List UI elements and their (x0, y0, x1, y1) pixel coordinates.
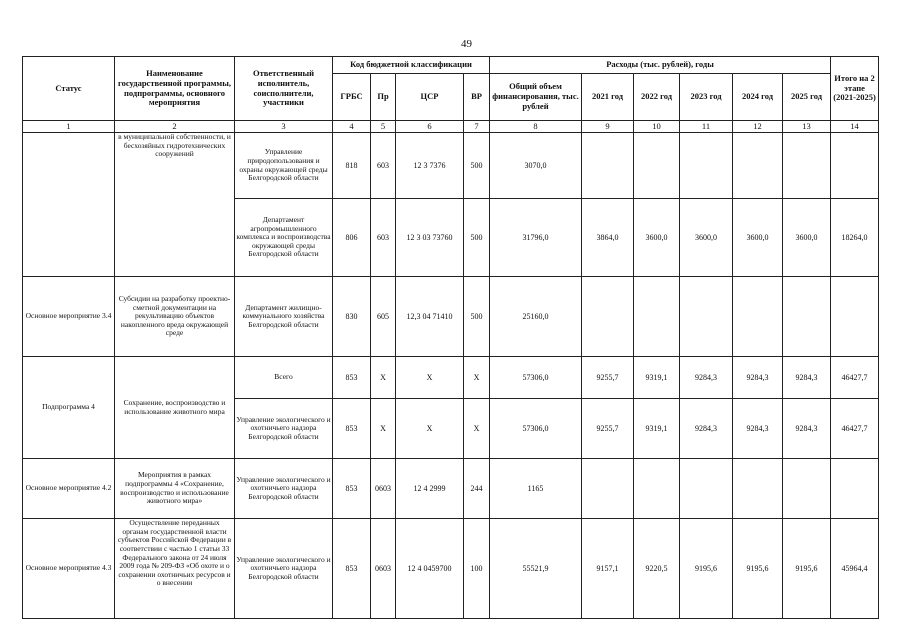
vr-cell: 100 (464, 519, 490, 619)
header-total-volume: Общий объем финансирования, тыс. рублей (490, 74, 582, 121)
header-2023: 2023 год (680, 74, 733, 121)
y2022-cell: 9220,5 (634, 519, 680, 619)
col-number: 10 (634, 121, 680, 133)
y2023-cell: 3600,0 (680, 199, 733, 277)
executor-cell: Управление экологического и охотничьего надзора Белгородской области (235, 399, 333, 459)
y2023-cell: 9284,3 (680, 357, 733, 399)
col-number: 4 (333, 121, 371, 133)
pr-cell: 603 (371, 199, 396, 277)
table-row (23, 133, 879, 199)
sum-cell: 18264,0 (831, 199, 879, 277)
executor-cell: Управление экологического и охотничьего надзора Белгородской области (235, 519, 333, 619)
y2021-cell: 9255,7 (582, 357, 634, 399)
executor-cell: Управление природопользования и охраны окружающей среды Белгородской области (235, 133, 333, 199)
executor-cell: Всего (235, 357, 333, 399)
csr-cell: 12 4 0459700 (396, 519, 464, 619)
grbs-cell: 806 (333, 199, 371, 277)
csr-cell: 12,3 04 71410 (396, 277, 464, 357)
pr-cell: 0603 (371, 519, 396, 619)
pr-cell: 0603 (371, 459, 396, 519)
csr-cell: 12 3 7376 (396, 133, 464, 199)
col-number: 13 (783, 121, 831, 133)
header-grbs: ГРБС (333, 74, 371, 121)
csr-cell: 12 3 03 73760 (396, 199, 464, 277)
executor-cell: Управление экологического и охотничьего надзора Белгородской области (235, 459, 333, 519)
pr-cell: 605 (371, 277, 396, 357)
header-budget-code: Код бюджетной классификации (333, 57, 490, 74)
total-cell: 55521,9 (490, 519, 582, 619)
col-number: 12 (733, 121, 783, 133)
header-total: Итого на 2 этапе (2021-2025) (831, 57, 879, 121)
y2025-cell (783, 277, 831, 357)
sum-cell: 46427,7 (831, 399, 879, 459)
table-row (23, 277, 879, 357)
col-number: 7 (464, 121, 490, 133)
csr-cell: 12 4 2999 (396, 459, 464, 519)
grbs-cell: 818 (333, 133, 371, 199)
status-cell: Основное мероприятие 4.3 (23, 519, 115, 619)
y2022-cell: 9319,1 (634, 399, 680, 459)
sum-cell (831, 133, 879, 199)
sum-cell: 46427,7 (831, 357, 879, 399)
y2022-cell (634, 133, 680, 199)
vr-cell: 500 (464, 277, 490, 357)
header-pr: Пр (371, 74, 396, 121)
executor-cell: Департамент жилищно-коммунального хозяйства Белгородской области (235, 277, 333, 357)
total-cell: 3070,0 (490, 133, 582, 199)
vr-cell: 500 (464, 199, 490, 277)
header-2022: 2022 год (634, 74, 680, 121)
col-number: 8 (490, 121, 582, 133)
y2025-cell: 9284,3 (783, 399, 831, 459)
vr-cell: 244 (464, 459, 490, 519)
col-number: 5 (371, 121, 396, 133)
y2021-cell: 9157,1 (582, 519, 634, 619)
y2021-cell (582, 277, 634, 357)
table-row (23, 459, 879, 519)
y2023-cell: 9195,6 (680, 519, 733, 619)
budget-table (22, 56, 879, 619)
total-cell: 25160,0 (490, 277, 582, 357)
grbs-cell: 853 (333, 459, 371, 519)
vr-cell: 500 (464, 133, 490, 199)
name-cell: Мероприятия в рамках подпрограммы 4 «Сохранение, воспроизводство и использование животного мира» (115, 459, 235, 519)
header-2021: 2021 год (582, 74, 634, 121)
status-cell: Основное мероприятие 4.2 (23, 459, 115, 519)
pr-cell: 603 (371, 133, 396, 199)
y2021-cell (582, 459, 634, 519)
y2024-cell: 9284,3 (733, 399, 783, 459)
header-name: Наименование государственной программы, подпрограммы, основного мероприятия (115, 57, 235, 121)
header-status: Статус (23, 57, 115, 121)
status-cell (23, 133, 115, 277)
header-vr: ВР (464, 74, 490, 121)
y2023-cell: 9284,3 (680, 399, 733, 459)
grbs-cell: 853 (333, 357, 371, 399)
y2025-cell: 9284,3 (783, 357, 831, 399)
col-number: 14 (831, 121, 879, 133)
y2025-cell: 3600,0 (783, 199, 831, 277)
col-number: 2 (115, 121, 235, 133)
column-numbers-row (23, 121, 879, 133)
col-number: 6 (396, 121, 464, 133)
executor-cell: Департамент агропромышленного комплекса и воспроизводства окружающей среды Белгородской области (235, 199, 333, 277)
header-2024: 2024 год (733, 74, 783, 121)
table-row (23, 357, 879, 399)
name-cell: Осуществление переданных органам государственной власти субъектов Российской Федерации в соответствии с частью 1 статьи 33 Федерального закона от 24 июля 2009 года № 209-ФЗ «Об охоте и о сохранении охотничьих ресурсов и о внесении (115, 519, 235, 619)
grbs-cell: 853 (333, 399, 371, 459)
header-csr: ЦСР (396, 74, 464, 121)
y2024-cell: 3600,0 (733, 199, 783, 277)
status-cell: Подпрограмма 4 (23, 357, 115, 459)
total-cell: 31796,0 (490, 199, 582, 277)
pr-cell: X (371, 399, 396, 459)
col-number: 9 (582, 121, 634, 133)
grbs-cell: 853 (333, 519, 371, 619)
table-row (23, 519, 879, 619)
y2025-cell: 9195,6 (783, 519, 831, 619)
pr-cell: X (371, 357, 396, 399)
y2022-cell (634, 459, 680, 519)
grbs-cell: 830 (333, 277, 371, 357)
page-number: 49 (461, 38, 472, 50)
y2024-cell (733, 277, 783, 357)
y2023-cell (680, 277, 733, 357)
vr-cell: X (464, 399, 490, 459)
y2024-cell (733, 133, 783, 199)
csr-cell: X (396, 357, 464, 399)
col-number: 11 (680, 121, 733, 133)
col-number: 1 (23, 121, 115, 133)
y2021-cell: 3864,0 (582, 199, 634, 277)
name-cell: Субсидии на разработку проектно-сметной документации на рекультивацию объектов накопленного вреда окружающей среде (115, 277, 235, 357)
col-number: 3 (235, 121, 333, 133)
y2025-cell (783, 459, 831, 519)
status-cell: Основное мероприятие 3.4 (23, 277, 115, 357)
y2023-cell (680, 459, 733, 519)
y2025-cell (783, 133, 831, 199)
y2023-cell (680, 133, 733, 199)
vr-cell: X (464, 357, 490, 399)
name-cell: Сохранение, воспроизводство и использование животного мира (115, 357, 235, 459)
y2024-cell: 9195,6 (733, 519, 783, 619)
y2022-cell (634, 277, 680, 357)
y2022-cell: 9319,1 (634, 357, 680, 399)
y2024-cell (733, 459, 783, 519)
header-executor: Ответственный исполнитель, соисполнители, участники (235, 57, 333, 121)
sum-cell (831, 277, 879, 357)
csr-cell: X (396, 399, 464, 459)
total-cell: 57306,0 (490, 399, 582, 459)
header-2025: 2025 год (783, 74, 831, 121)
y2021-cell (582, 133, 634, 199)
sum-cell: 45964,4 (831, 519, 879, 619)
total-cell: 1165 (490, 459, 582, 519)
y2024-cell: 9284,3 (733, 357, 783, 399)
y2022-cell: 3600,0 (634, 199, 680, 277)
total-cell: 57306,0 (490, 357, 582, 399)
sum-cell (831, 459, 879, 519)
header-expenses: Расходы (тыс. рублей), годы (490, 57, 831, 74)
y2021-cell: 9255,7 (582, 399, 634, 459)
name-cell: в муниципальной собственности, и бесхозяйных гидротехнических сооружений (115, 133, 235, 277)
